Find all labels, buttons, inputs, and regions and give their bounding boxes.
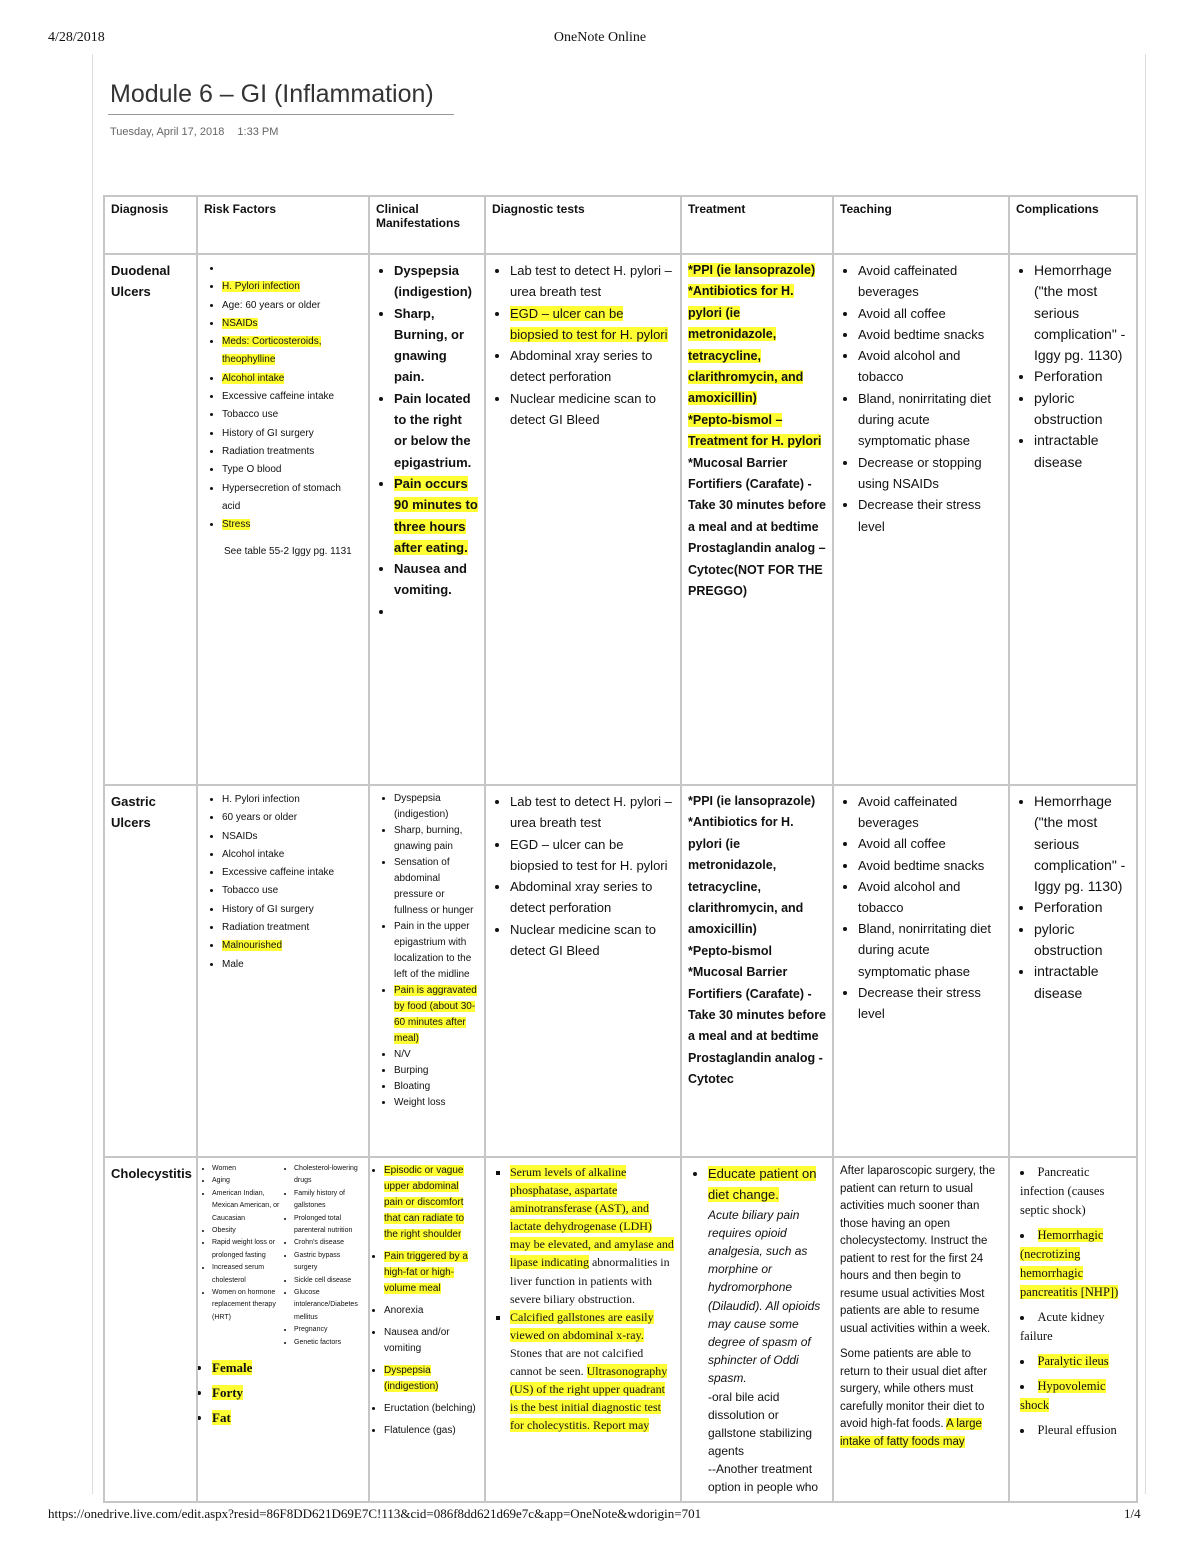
list-item: • Bland, nonirritating diet during acute symptomatic phase [858,918,1002,982]
list-item: • Gastric bypass surgery [294,1250,362,1275]
list-item: • Decrease their stress level [858,982,1002,1024]
complications-cell [1009,254,1137,785]
list-item: • Perforation [1034,366,1130,387]
list-item: • Radiation treatment [222,919,362,937]
list-item: • Aging [212,1175,280,1187]
list-item: • Pleural effusion [1020,1421,1130,1440]
page-date: Tuesday, April 17, 2018 [110,126,225,138]
tests-cell [485,1157,681,1502]
header-cell: Diagnosis [104,196,197,254]
list-item: • Dyspepsia (indigestion) [384,1363,478,1395]
complications-cell [1009,1157,1137,1502]
list-item: • intractable disease [1034,961,1130,1004]
treatment-cell [681,785,833,1157]
list-item: • intractable disease [1034,430,1130,473]
clinical-cell [369,785,485,1157]
reference-note: See table 55-2 Iggy pg. 1131 [224,546,352,558]
teaching-paragraph: Some patients are able to return to their usual diet after surgery, while others must carefully monitor their diet to avoid high-fat foods. A large intake of fatty foods may [840,1348,988,1448]
diagnosis-cell: Cholecystitis [104,1157,197,1502]
treatment-line: *Pepto-bismol – Treatment for H. pylori [688,412,822,449]
clinical-cell [369,1157,485,1502]
list-item: • Dyspepsia (indigestion) [394,260,478,303]
list-item: • Hypovolemic shock [1020,1377,1130,1415]
header-cell: Clinical Manifestations [369,196,485,254]
page-number: 1/4 [1124,1506,1141,1521]
list-item: • Glucose intolerance/Diabetes mellitus [294,1287,362,1324]
list-item: • Perforation [1034,897,1130,918]
list-item: • Avoid caffeinated beverages [858,791,1002,833]
page-title: Module 6 – GI (Inflammation) [110,80,434,108]
notes-table [103,195,1138,1503]
list-item: • Sharp, Burning, or gnawing pain. [394,303,478,388]
list-item: • pyloric obstruction [1034,919,1130,962]
complications-cell [1009,785,1137,1157]
list-item: • Fat [212,1405,362,1430]
print-date: 4/28/2018 [48,30,105,45]
list-item: • Avoid alcohol and tobacco [858,345,1002,388]
list-item: • Avoid bedtime snacks [858,324,1002,345]
treatment-line: *Antibiotics for H. pylori (ie metronidazole, tetracycline, clarithromycin, and amoxicillin) [688,815,804,937]
list-item: • NSAIDs [222,828,362,846]
list-item: • Alcohol intake [222,846,362,864]
list-item: • Abdominal xray series to detect perforation [510,345,674,388]
list-item: • Bland, nonirritating diet during acute symptomatic phase [858,388,1002,452]
treatment-cell [681,1157,833,1502]
list-item: • Pain occurs 90 minutes to three hours after eating. [394,473,478,558]
list-item: • Pancreatic infection (causes septic shock) [1020,1163,1130,1220]
list-item: • Genetic factors [294,1337,362,1349]
teaching-cell [833,1157,1009,1502]
list-item: • N/V [394,1047,478,1063]
header-cell: Treatment [681,196,833,254]
header-cell: Diagnostic tests [485,196,681,254]
list-item: • Flatulence (gas) [384,1423,478,1439]
treatment-paragraph: Acute biliary pain requires opioid analgesia, such as morphine or hydromorphone (Dilaudid). All opioids may cause some degree of spasm of sphincter of Oddi spasm. [708,1207,821,1386]
list-item: • Pregnancy [294,1324,362,1336]
list-item: • Pain triggered by a high-fat or high-volume meal [384,1249,478,1297]
teaching-paragraph: After laparoscopic surgery, the patient can return to usual activities much sooner than those having an open cholecystectomy. Instruct the patient to rest for the first 24 hours and then begin to resume usual activities Most patients are able to resume usual activities within a week. [840,1165,996,1335]
list-item: • Sickle cell disease [294,1275,362,1287]
list-item: • Lab test to detect H. pylori – urea breath test [510,791,674,834]
table-header-row [104,196,1137,254]
list-item: • Avoid bedtime snacks [858,855,1002,876]
page-timestamp [110,126,288,138]
risk-two-column-list [204,1163,362,1349]
treatment-paragraph: --Another treatment option in people who [708,1462,819,1495]
list-item [222,260,362,278]
header-cell: Risk Factors [197,196,369,254]
list-item: • History of GI surgery [222,901,362,919]
list-item: • Pain is aggravated by food (about 30-60 minutes after meal) [394,983,478,1047]
list-item: • 60 years or older [222,809,362,827]
list-item: ▪ Serum levels of alkaline phosphatase, aspartate aminotransferase (AST), and lactate dehydrogenase (LDH) may be elevated, and amylase and lipase indicating abnormalities in liver function in patients with severe biliary obstruction. [510,1163,674,1308]
list-item: • Pain located to the right or below the epigastrium. [394,388,478,473]
list-item: • Alcohol intake [222,370,362,388]
list-item: • Eructation (belching) [384,1401,478,1417]
print-url: https://onedrive.live.com/edit.aspx?resid=86F8DD621D69E7C!113&cid=086f8dd621d69e7c&app=OneNote&wdorigin=701 [48,1506,702,1521]
list-item: • Meds: Corticosteroids, theophylline [222,333,362,370]
list-item: • Avoid alcohol and tobacco [858,876,1002,918]
page-time: 1:33 PM [237,126,279,138]
list-item: • Nausea and vomiting. [394,558,478,601]
diagnosis-cell: Duodenal Ulcers [104,254,197,785]
list-item: • Sharp, burning, gnawing pain [394,823,478,855]
list-item: • Hemorrhage ("the most serious complication" - Iggy pg. 1130) [1034,791,1130,897]
list-item: • NSAIDs [222,315,362,333]
list-item: • Hemorrhage ("the most serious complication" - Iggy pg. 1130) [1034,260,1130,366]
list-item: • Sensation of abdominal pressure or fullness or hunger [394,855,478,919]
list-item: • Male [222,956,362,974]
list-item: • Hemorrhagic (necrotizing hemorrhagic pancreatitis [NHP]) [1020,1226,1130,1302]
list-item: • Paralytic ileus [1020,1352,1130,1371]
list-item: • Obesity [212,1225,280,1237]
header-cell: Complications [1009,196,1137,254]
list-item: • Bloating [394,1079,478,1095]
treatment-line: *Mucosal Barrier Fortifiers (Carafate) - Take 30 minutes before a meal and at bedtime [688,455,827,534]
list-item: • Hypersecretion of stomach acid [222,480,362,517]
list-item: • Women on hormone replacement therapy (HRT) [212,1287,280,1324]
treatment-line: *PPI (ie lansoprazole) [688,263,816,277]
list-item: • Prolonged total parenteral nutrition [294,1213,362,1238]
treatment-cell [681,254,833,785]
table-row [104,254,1137,785]
list-item: • Radiation treatments [222,443,362,461]
list-item: • Weight loss [394,1095,478,1111]
treatment-line: *PPI (ie lansoprazole) [688,794,816,808]
list-item: • Acute kidney failure [1020,1308,1130,1346]
list-item: • Excessive caffeine intake [222,864,362,882]
clinical-cell [369,254,485,785]
list-item: • EGD – ulcer can be biopsied to test for H. pylori [510,303,674,346]
list-item: • Avoid caffeinated beverages [858,260,1002,303]
list-item: • Rapid weight loss or prolonged fasting [212,1237,280,1262]
list-item: • History of GI surgery [222,425,362,443]
list-item: ▪ Calcified gallstones are easily viewed on abdominal x-ray. Stones that are not calcified cannot be seen. Ultrasonography (US) of the right upper quadrant is the best initial diagnostic test for cholecystitis. Report may [510,1308,674,1435]
list-item: • Nausea and/or vomiting [384,1325,478,1357]
list-item: • Decrease or stopping using NSAIDs [858,452,1002,495]
tests-cell [485,785,681,1157]
list-item: • Type O blood [222,461,362,479]
diagnosis-cell: Gastric Ulcers [104,785,197,1157]
list-item: • Women [212,1163,280,1175]
teaching-cell [833,785,1009,1157]
list-item: • EGD – ulcer can be biopsied to test for H. pylori [510,834,674,877]
list-item: • Episodic or vague upper abdominal pain or discomfort that can radiate to the right shoulder [384,1163,478,1243]
list-item: • Nuclear medicine scan to detect GI Bleed [510,388,674,431]
list-item: • Dyspepsia (indigestion) [394,791,478,823]
list-item [394,601,478,622]
list-item: • Family history of gallstones [294,1188,362,1213]
list-item: • Abdominal xray series to detect perforation [510,876,674,919]
list-item: • Decrease their stress level [858,494,1002,537]
list-item: • Tobacco use [222,406,362,424]
list-item: • Excessive caffeine intake [222,388,362,406]
list-item: • Educate patient on diet change. [708,1163,826,1206]
treatment-line: *Mucosal Barrier Fortifiers (Carafate) - Take 30 minutes before a meal and at bedtime [688,965,827,1044]
treatment-line: Prostaglandin analog - Cytotec [688,1050,823,1087]
list-item: • Stress [222,516,362,534]
list-item: • Tobacco use [222,882,362,900]
list-item: • Forty [212,1380,362,1405]
list-item: • Lab test to detect H. pylori – urea breath test [510,260,674,303]
table-row [104,1157,1137,1502]
list-item: • Crohn's disease [294,1237,362,1249]
list-item: • Burping [394,1063,478,1079]
tests-cell [485,254,681,785]
list-item: • Increased serum cholesterol [212,1262,280,1287]
title-underline [108,114,454,115]
treatment-line: *Pepto-bismol [688,943,773,958]
list-item: • Nuclear medicine scan to detect GI Bleed [510,919,674,962]
teaching-cell [833,254,1009,785]
risk-factors-cell [197,254,369,785]
list-item: • Avoid all coffee [858,833,1002,854]
list-item: • Cholesterol-lowering drugs [294,1163,362,1188]
list-item: • H. Pylori infection [222,278,362,296]
list-item: • Age: 60 years or older [222,297,362,315]
risk-factors-cell [197,1157,369,1502]
table-row [104,785,1137,1157]
list-item: • American Indian, Mexican American, or Caucasian [212,1188,280,1225]
list-item: • pyloric obstruction [1034,388,1130,431]
list-item: • Pain in the upper epigastrium with localization to the left of the midline [394,919,478,983]
treatment-line: Prostaglandin analog – Cytotec(NOT FOR THE PREGGO) [688,541,826,599]
risk-factors-cell [197,785,369,1157]
list-item: • Female [212,1355,362,1380]
list-item: • Anorexia [384,1303,478,1319]
list-item: • Malnourished [222,937,362,955]
treatment-paragraph: -oral bile acid dissolution or gallstone stabilizing agents [708,1389,813,1458]
print-app-title: OneNote Online [553,30,647,45]
treatment-line: *Antibiotics for H. pylori (ie metronidazole, tetracycline, clarithromycin, and amoxicillin) [688,284,804,406]
list-item: • H. Pylori infection [222,791,362,809]
header-cell: Teaching [833,196,1009,254]
list-item: • Avoid all coffee [858,303,1002,324]
